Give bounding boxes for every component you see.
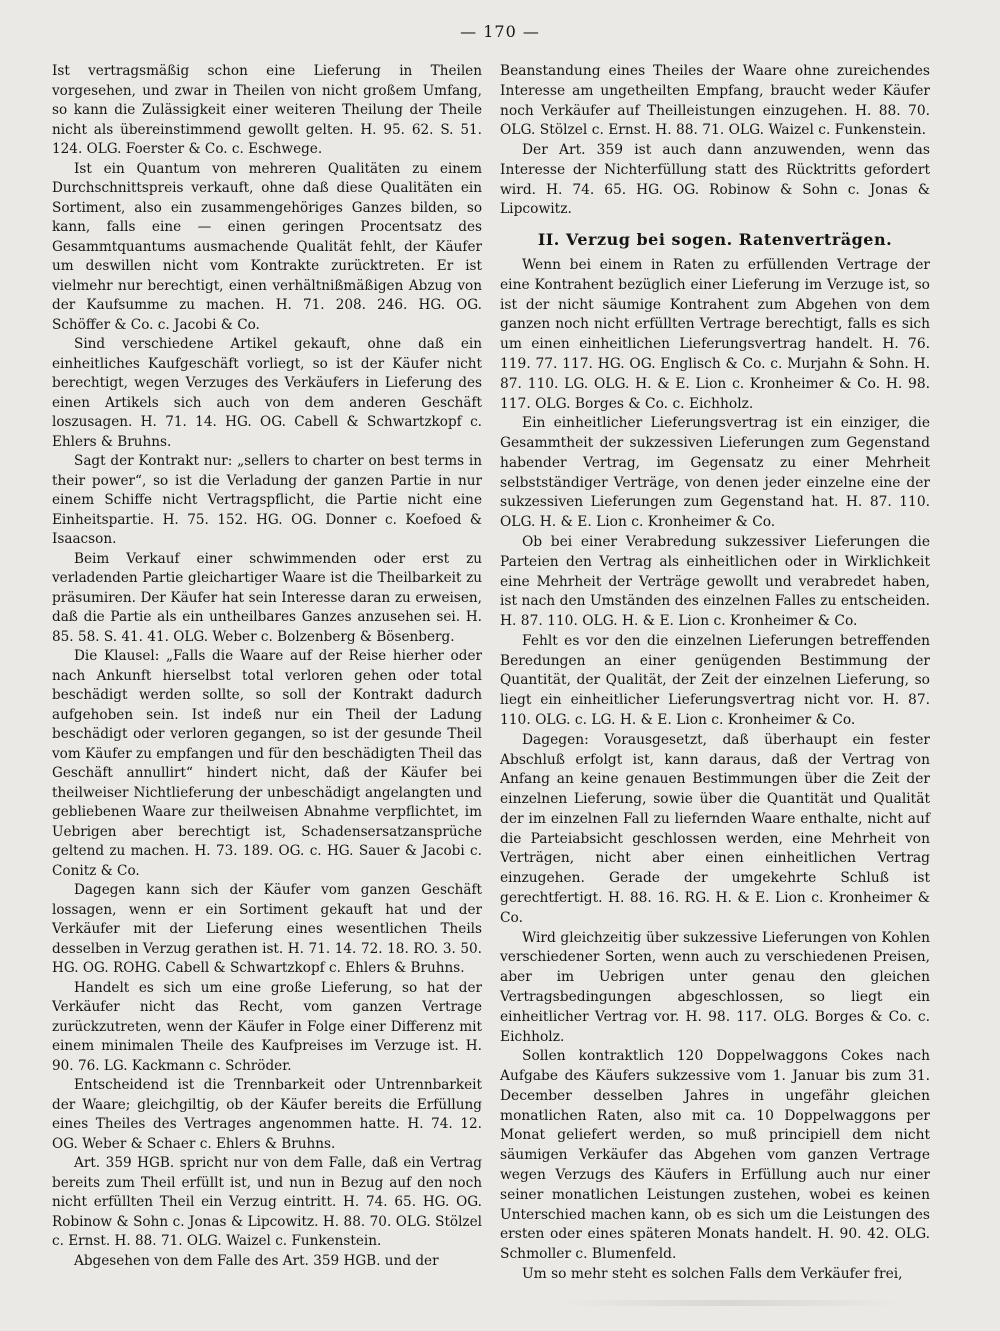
paragraph: Ein einheitlicher Lieferungsvertrag ist ein einziger, die Gesammtheit der sukzessiven Lieferungen zum Gegenstand habender Vertrag, im Gegensatz zu einer Mehrheit selbstständiger Verträge, von denen jeder einzelne eine der sukzessiven Lieferungen zum Gegenstand hat. H. 87. 110. OLG. H. & E. Lion c. Kronheimer & Co. [500,415,930,531]
paragraph: Sagt der Kontrakt nur: „sellers to charter on best terms in their power“, so ist die Verladung der ganzen Partie in nur einem Schiffe nicht Vertragspflicht, die Partie nicht eine Einheitspartie. H. 75. 152. HG. OG. Donner c. Koefoed & Isaacson. [52,453,482,547]
paragraph: Wird gleichzeitig über sukzessive Lieferungen von Kohlen verschiedener Sorten, wenn auch zu verschiedenen Preisen, aber im Uebrigen unter genau den gleichen Vertragsbedingungen abgeschlossen, so liegt ein einheitlicher Vertrag vor. H. 98. 117. OLG. Borges & Co. c. Eichholz. [500,929,930,1045]
page-number: — 170 — [460,22,540,41]
right-column [500,62,930,1285]
right-column-before-heading [500,62,930,220]
paragraph: Um so mehr steht es solchen Falls dem Verkäufer frei, [522,1265,903,1282]
print-smudge [560,1300,900,1306]
paragraph: Der Art. 359 ist auch dann anzuwenden, wenn das Interesse der Nichterfüllung statt des Rücktritts gefordert wird. H. 74. 65. HG. OG. Robinow & Sohn c. Jonas & Lipcowitz. [500,142,930,218]
paragraph: Ist vertragsmäßig schon eine Lieferung in Theilen vorgesehen, und zwar in Theilen von nicht großem Umfang, so kann die Zulässigkeit einer weiteren Theilung der Theile nicht als übereinstimmend gewollt gelten. H. 95. 62. S. 51. 124. OLG. Foerster & Co. c. Eschwege. [52,63,482,157]
paragraph: Sollen kontraktlich 120 Doppelwaggons Cokes nach Aufgabe des Käufers sukzessive vom 1. Januar bis zum 31. December desselben Jahres in ungefähr gleichen monatlichen Raten, also mit ca. 10 Doppelwaggons per Monat geliefert werden, so muß principiell dem nicht säumigen Verkäufer das Abgehen vom ganzen Vertrage wegen Verzugs des Käufers in Erfüllung auch nur einer seiner monatlichen Leistungen zustehen, wobei es keinen Unterschied machen kann, ob es sich um die Leistungen des ersten oder eines späteren Monats handelt. H. 90. 42. OLG. Schmoller c. Blumenfeld. [500,1048,930,1263]
paragraph: Beim Verkauf einer schwimmenden oder erst zu verladenden Partie gleichartiger Waare ist die Theilbarkeit zu präsumiren. Der Käufer hat sein Interesse daran zu erweisen, daß die Partie als ein untheilbares Ganzes anzusehen sei. H. 85. 58. S. 41. 41. OLG. Weber c. Bolzenberg & Bösenberg. [52,550,482,645]
section-heading: II. Verzug bei sogen. Ratenverträgen. [537,230,893,250]
paragraph: Art. 359 HGB. spricht nur von dem Falle, daß ein Vertrag bereits zum Theil erfüllt ist, und nun in Bezug auf den noch nicht erfüllten Theil ein Verzug eintritt. H. 74. 65. HG. OG. Robinow & Sohn c. Jonas & Lipcowitz. H. 88. 70. OLG. Stölzel c. Ernst. H. 88. 71. OLG. Waizel c. Funkenstein. [52,1155,482,1249]
paragraph: Abgesehen von dem Falle des Art. 359 HGB. und der [74,1252,439,1269]
paragraph: Ob bei einer Verabredung sukzessiver Lieferungen die Parteien den Vertrag als einheitlichen oder in Wirklichkeit eine Mehrheit der Verträge gewollt und verabredet haben, ist nach den Umständen des einzelnen Falles zu entscheiden. H. 87. 110. OLG. H. & E. Lion c. Kronheimer & Co. [500,533,930,630]
paragraph: Ist ein Quantum von mehreren Qualitäten zu einem Durchschnittspreis verkauft, ohne daß diese Qualitäten ein Sortiment, also ein zusammengehöriges Ganzes bilden, so kann, falls eine — einen geringen Procentsatz des Gesammtquantums ausmachende Qualität fehlt, der Käufer um deswillen nicht vom Kontrakte zurücktreten. Er ist vielmehr nur berechtigt, einen verhältnißmäßigen Abzug von der Kaufsumme zu machen. H. 71. 208. 246. HG. OG. Schöffer & Co. c. Jacobi & Co. [52,160,482,333]
paragraph: Die Klausel: „Falls die Waare auf der Reise hierher oder nach Ankunft hierselbst total verloren gehen oder total beschädigt werden sollte, so soll der Kontrakt dadurch aufgehoben sein. Ist indeß nur ein Theil der Ladung beschädigt oder verloren gegangen, so ist der gesunde Theil vom Käufer zu empfangen und für den beschädigten Theil das Geschäft annullirt“ hindert nicht, daß der Käufer bei theilweiser Nichtlieferung der unbeschädigt angelangten und gebliebenen Waare zur theilweisen Abnahme verpflichtet, im Uebrigen aber berechtigt ist, Schadensersatzansprüche geltend zu machen. H. 73. 189. OG. c. HG. Sauer & Jacobi c. Conitz & Co. [52,648,482,879]
paragraph: Wenn bei einem in Raten zu erfüllenden Vertrage der eine Kontrahent bezüglich einer Lieferung im Verzuge ist, so ist der nicht säumige Kontrahent zum Abgehen von dem ganzen noch nicht erfüllten Vertrage berechtigt, falls es sich um einen einheitlichen Lieferungsvertrag handelt. H. 76. 119. 77. 117. HG. OG. Englisch & Co. c. Murjahn & Sohn. H. 87. 110. LG. OLG. H. & E. Lion c. Kronheimer & Co. H. 98. 117. OLG. Borges & Co. c. Eichholz. [500,257,930,412]
left-column [52,62,482,1271]
paragraph: Fehlt es vor den die einzelnen Lieferungen betreffenden Beredungen an einer genügenden Bestimmung der Quantität, der Qualität, der Zeit der einzelnen Lieferung, so liegt ein einheitlicher Lieferungsvertrag nicht vor. H. 87. 110. OLG. c. LG. H. & E. Lion c. Kronheimer & Co. [500,632,930,728]
paragraph: Dagegen kann sich der Käufer vom ganzen Geschäft lossagen, wenn er ein Sortiment gekauft hat und der Verkäufer mit der Lieferung eines wesentlichen Theils desselben in Verzug gerathen ist. H. 71. 14. 72. 18. RO. 3. 50. HG. OG. ROHG. Cabell & Schwartzkopf c. Ehlers & Bruhns. [52,882,482,976]
right-column-after-heading [500,256,930,1285]
paragraph: Entscheidend ist die Trennbarkeit oder Untrennbarkeit der Waare; gleichgiltig, ob der Käufer bereits die Erfüllung eines Theiles des Vertrages angenommen hatte. H. 74. 12. OG. Weber & Schaer c. Ehlers & Bruhns. [52,1077,482,1152]
paragraph: Beanstandung eines Theiles der Waare ohne zureichendes Interesse am ungetheilten Empfang, braucht weder Käufer noch Verkäufer auf Theilleistungen einzugehen. H. 88. 70. OLG. Stölzel c. Ernst. H. 88. 71. OLG. Waizel c. Funkenstein. [500,63,930,139]
paragraph: Sind verschiedene Artikel gekauft, ohne daß ein einheitliches Kaufgeschäft vorliegt, so ist der Käufer nicht berechtigt, wegen Verzuges des Verkäufers in Lieferung des einen Artikels sich auch von dem anderen Geschäft loszusagen. H. 71. 14. HG. OG. Cabell & Schwartzkopf c. Ehlers & Bruhns. [52,336,482,450]
paragraph: Dagegen: Vorausgesetzt, daß überhaupt ein fester Abschluß erfolgt ist, kann daraus, daß der Vertrag von Anfang an keine genauen Bestimmungen über die Zeit der einzelnen Lieferung, sowie über die Quantität und Qualität der im einzelnen Fall zu liefernden Waare enthalte, nicht auf die Parteiabsicht geschlossen werden, eine Mehrheit von Verträgen, nicht aber einen einheitlichen Vertrag einzugehen. Gerade der umgekehrte Schluß ist gerechtfertigt. H. 88. 16. RG. H. & E. Lion c. Kronheimer & Co. [500,731,930,926]
paragraph: Handelt es sich um eine große Lieferung, so hat der Verkäufer nicht das Recht, vom ganzen Vertrage zurückzutreten, wenn der Käufer in Folge einer Differenz mit einem minimalen Theile des Kaufpreises im Verzuge ist. H. 90. 76. LG. Kackmann c. Schröder. [52,979,482,1074]
